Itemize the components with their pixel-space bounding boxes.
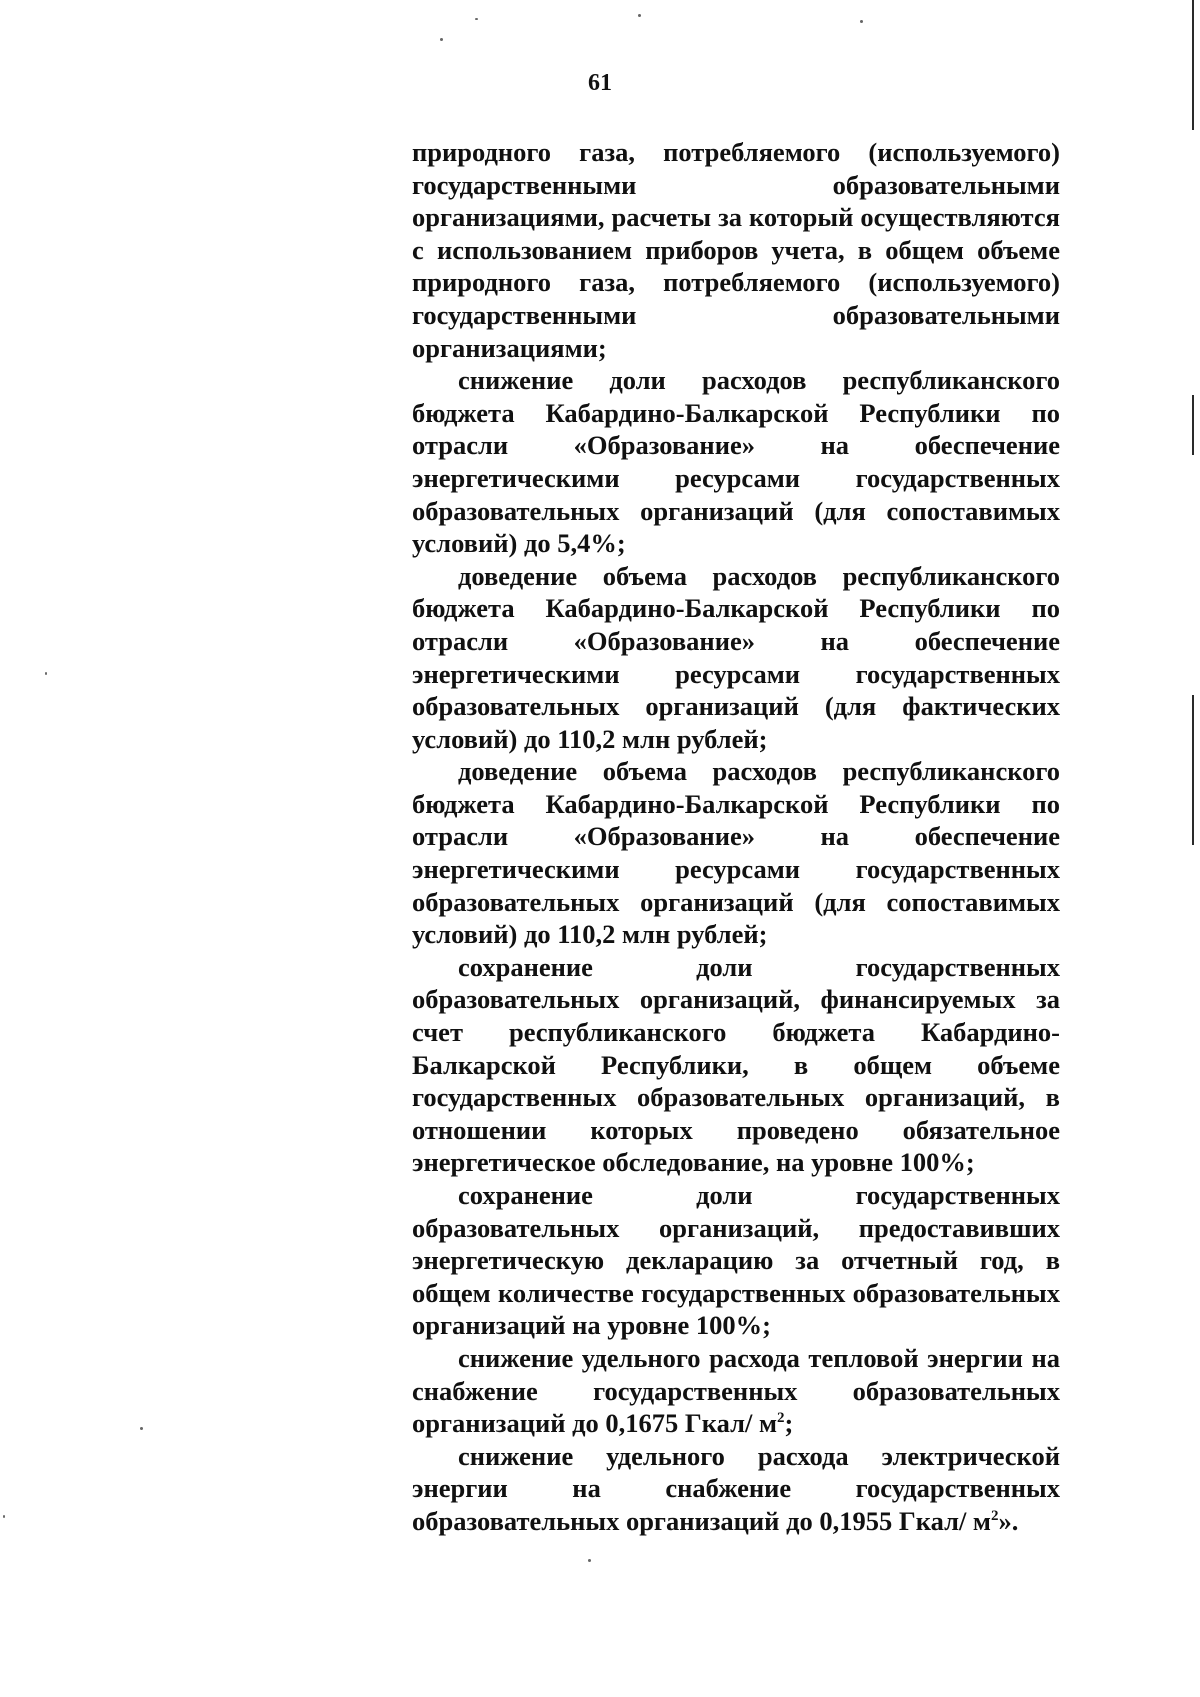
scan-speck bbox=[588, 1559, 591, 1562]
scan-border-line bbox=[1192, 695, 1194, 845]
paragraph-energy-audit-share: сохранение доли государственных образовательных организаций, финансируемых за счет республиканского бюджета Кабардино-Балкарской Республики, в общем объеме государственных образовательных организаций, в отношении которых проведено обязательное энергетическое обследование, на уровне 100%; bbox=[412, 951, 1060, 1178]
scan-speck bbox=[3, 1515, 5, 1518]
scan-speck bbox=[638, 14, 641, 17]
page-number: 61 bbox=[588, 70, 612, 96]
superscript-squared: 2 bbox=[777, 1410, 785, 1427]
scan-speck bbox=[140, 1427, 143, 1430]
scan-border-line bbox=[1192, 0, 1194, 130]
paragraph-expenses-actual-conditions: доведение объема расходов республиканского бюджета Кабардино-Балкарской Республики по отрасли «Образование» на обеспечение энергетическими ресурсами государственных образовательных организаций (для фактических условий) до 110,2 млн рублей; bbox=[412, 560, 1060, 754]
paragraph-heat-end: ; bbox=[784, 1408, 794, 1439]
paragraph-electric-consumption bbox=[412, 1440, 1060, 1538]
paragraph-expenses-comparable-conditions: доведение объема расходов республиканского бюджета Кабардино-Балкарской Республики по отрасли «Образование» на обеспечение энергетическими ресурсами государственных образовательных организаций (для сопоставимых условий) до 110,2 млн рублей; bbox=[412, 756, 1060, 950]
scan-border-line bbox=[1192, 395, 1194, 455]
superscript-squared: 2 bbox=[990, 1508, 999, 1525]
scan-speck bbox=[440, 38, 443, 41]
scan-speck bbox=[860, 20, 863, 23]
document-body bbox=[412, 136, 1060, 1538]
scan-speck bbox=[45, 672, 47, 675]
paragraph-budget-share-reduction: снижение доли расходов республиканского бюджета Кабардино-Балкарской Республики по отрасли «Образование» на обеспечение энергетическими ресурсами государственных образовательных организаций (для сопоставимых условий) до 5,4%; bbox=[412, 365, 1060, 559]
paragraph-gas-metering: природного газа, потребляемого (используемого) государственными образовательными организациями, расчеты за который осуществляются с использованием приборов учета, в общем объеме природного газа, потребляемого (используемого) государственными образовательными организациями; bbox=[412, 137, 1060, 363]
paragraph-heat-consumption bbox=[412, 1342, 1060, 1440]
paragraph-electric-text: снижение удельного расхода электрической энергии на снабжение государственных образовательных организаций до 0,1955 Гкал/ м bbox=[412, 1440, 1060, 1536]
scan-speck bbox=[475, 18, 478, 20]
paragraph-energy-declaration-share: сохранение доли государственных образовательных организаций, предоставивших энергетическую декларацию за отчетный год, в общем количестве государственных образовательных организаций на уровне 100%; bbox=[412, 1180, 1060, 1341]
paragraph-heat-text: снижение удельного расхода тепловой энергии на снабжение государственных образовательных организаций до 0,1675 Гкал/ м bbox=[412, 1342, 1060, 1439]
paragraph-electric-end: ». bbox=[998, 1505, 1019, 1536]
